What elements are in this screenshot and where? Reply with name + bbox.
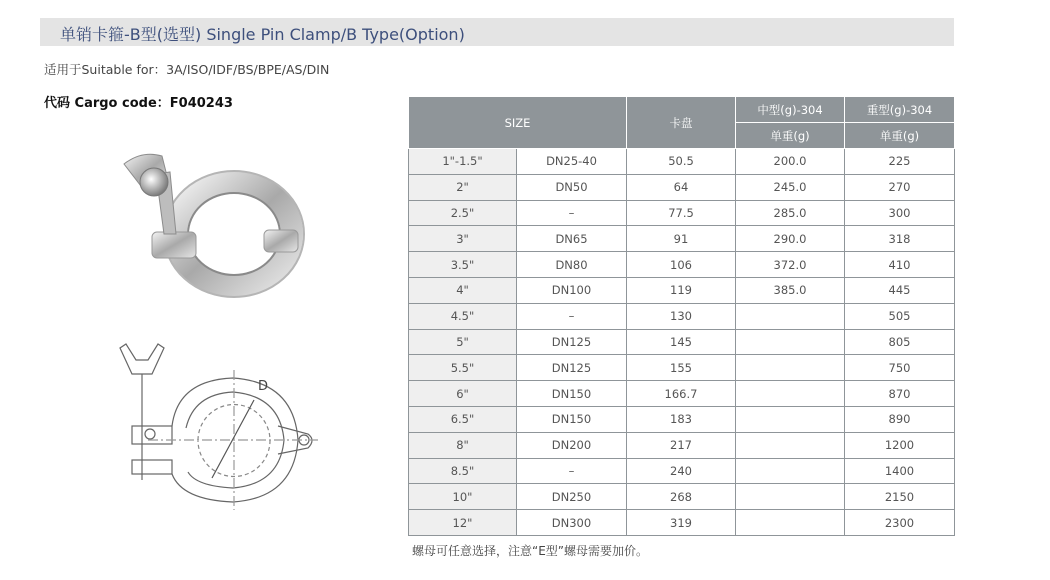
cell-clamp: 319 [627, 510, 736, 536]
cell-heavy: 300 [845, 200, 955, 226]
cell-dn: DN25-40 [517, 149, 627, 175]
table-row [409, 484, 955, 510]
header-heavy-weight: 单重(g) [845, 123, 955, 149]
cell-dn: DN250 [517, 484, 627, 510]
table-row [409, 406, 955, 432]
cell-inch: 3.5" [409, 252, 517, 278]
cell-clamp: 145 [627, 329, 736, 355]
cell-dn: DN150 [517, 406, 627, 432]
header-size: SIZE [409, 97, 627, 149]
cell-inch: 8.5" [409, 458, 517, 484]
cell-medium [736, 381, 845, 407]
cell-clamp: 155 [627, 355, 736, 381]
cell-clamp: 130 [627, 303, 736, 329]
cell-heavy: 505 [845, 303, 955, 329]
table-row [409, 174, 955, 200]
table-row [409, 200, 955, 226]
header-medium: 中型(g)-304 [736, 97, 845, 123]
title-bar [40, 18, 954, 46]
cell-clamp: 268 [627, 484, 736, 510]
cell-clamp: 77.5 [627, 200, 736, 226]
cell-medium [736, 510, 845, 536]
cell-medium: 200.0 [736, 149, 845, 175]
cell-medium: 245.0 [736, 174, 845, 200]
cell-inch: 3" [409, 226, 517, 252]
table-row [409, 303, 955, 329]
cell-medium: 385.0 [736, 277, 845, 303]
cargo-code: 代码 Cargo code：F040243 [44, 96, 233, 111]
table-row [409, 381, 955, 407]
cell-dn: DN125 [517, 329, 627, 355]
cell-heavy: 750 [845, 355, 955, 381]
cell-clamp: 106 [627, 252, 736, 278]
cell-clamp: 183 [627, 406, 736, 432]
cell-medium: 372.0 [736, 252, 845, 278]
table-row [409, 458, 955, 484]
table-row [409, 149, 955, 175]
cell-dn: DN125 [517, 355, 627, 381]
cell-heavy: 1400 [845, 458, 955, 484]
cell-inch: 8" [409, 432, 517, 458]
cell-clamp: 240 [627, 458, 736, 484]
table-row [409, 510, 955, 536]
cell-inch: 12" [409, 510, 517, 536]
cell-medium [736, 303, 845, 329]
cell-heavy: 410 [845, 252, 955, 278]
cell-clamp: 64 [627, 174, 736, 200]
cell-clamp: 91 [627, 226, 736, 252]
cell-inch: 2" [409, 174, 517, 200]
cell-inch: 5" [409, 329, 517, 355]
cell-clamp: 217 [627, 432, 736, 458]
footnote: 螺母可任意选择，注意“E型”螺母需要加价。 [412, 544, 649, 558]
table-row [409, 252, 955, 278]
cell-dn: – [517, 303, 627, 329]
cell-inch: 6.5" [409, 406, 517, 432]
table-row [409, 226, 955, 252]
cell-inch: 10" [409, 484, 517, 510]
cell-dn: DN150 [517, 381, 627, 407]
cell-heavy: 805 [845, 329, 955, 355]
cell-inch: 6" [409, 381, 517, 407]
cell-heavy: 225 [845, 149, 955, 175]
header-clamp: 卡盘 [627, 97, 736, 149]
clamp-technical-drawing [108, 330, 328, 520]
page-title: 单销卡箍-B型(选型) Single Pin Clamp/B Type(Option) [60, 25, 465, 44]
cell-dn: – [517, 458, 627, 484]
cell-clamp: 50.5 [627, 149, 736, 175]
table-row [409, 277, 955, 303]
cell-dn: DN50 [517, 174, 627, 200]
cell-inch: 4.5" [409, 303, 517, 329]
cell-medium [736, 484, 845, 510]
table-row [409, 432, 955, 458]
header-medium-weight: 单重(g) [736, 123, 845, 149]
cell-medium [736, 355, 845, 381]
cell-heavy: 270 [845, 174, 955, 200]
clamp-photo [104, 146, 314, 306]
cell-heavy: 870 [845, 381, 955, 407]
cell-inch: 2.5" [409, 200, 517, 226]
cell-dn: DN65 [517, 226, 627, 252]
table-row [409, 355, 955, 381]
cell-medium [736, 329, 845, 355]
spec-table [408, 96, 955, 536]
cell-dn: DN300 [517, 510, 627, 536]
cell-heavy: 1200 [845, 432, 955, 458]
cell-medium: 290.0 [736, 226, 845, 252]
table-row [409, 329, 955, 355]
cell-heavy: 318 [845, 226, 955, 252]
cell-medium [736, 406, 845, 432]
cell-heavy: 2150 [845, 484, 955, 510]
cell-medium [736, 458, 845, 484]
cell-heavy: 890 [845, 406, 955, 432]
cell-dn: – [517, 200, 627, 226]
cell-clamp: 166.7 [627, 381, 736, 407]
dimension-label: D [258, 379, 269, 394]
cell-clamp: 119 [627, 277, 736, 303]
cell-inch: 5.5" [409, 355, 517, 381]
cell-dn: DN200 [517, 432, 627, 458]
header-heavy: 重型(g)-304 [845, 97, 955, 123]
cell-inch: 1"-1.5" [409, 149, 517, 175]
cell-inch: 4" [409, 277, 517, 303]
suitable-standards: 适用于Suitable for：3A/ISO/IDF/BS/BPE/AS/DIN [44, 62, 330, 77]
cell-dn: DN80 [517, 252, 627, 278]
cell-medium: 285.0 [736, 200, 845, 226]
cell-dn: DN100 [517, 277, 627, 303]
cell-heavy: 445 [845, 277, 955, 303]
cell-medium [736, 432, 845, 458]
cell-heavy: 2300 [845, 510, 955, 536]
